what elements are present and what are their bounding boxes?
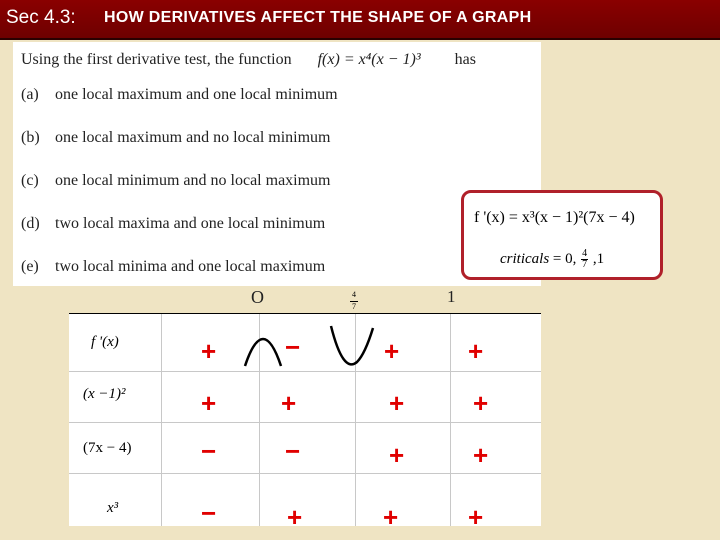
sign-cell: − (285, 332, 301, 362)
criticals-fraction (581, 249, 588, 270)
row-divider (69, 422, 541, 423)
row-label-x-minus-1-squared: (x −1)² (83, 386, 126, 402)
prompt-start: Using the first derivative test, the function (21, 51, 292, 68)
sign-cell: + (287, 502, 303, 532)
sign-cell: + (201, 388, 217, 418)
column-divider (161, 314, 162, 526)
option-text: one local maximum and no local minimum (55, 129, 331, 146)
option-letter: (d) (21, 215, 40, 232)
option-letter: (a) (21, 86, 39, 103)
sign-cell: − (201, 436, 217, 466)
criticals-prefix: = 0, (552, 250, 577, 267)
sign-cell: + (389, 388, 405, 418)
function-expression: f(x) = x⁴(x − 1)³ (317, 51, 421, 68)
sign-cell: + (468, 336, 484, 366)
sign-cell: + (473, 388, 489, 418)
derivative-box (461, 190, 663, 280)
fraction-denominator: 7 (582, 259, 588, 270)
slide-header (0, 0, 720, 40)
critical-point-zero: O (251, 287, 264, 307)
local-min-arc-icon (331, 326, 373, 364)
critical-point-one: 1 (447, 287, 456, 306)
question-prompt (21, 51, 476, 69)
criticals-label: criticals (500, 250, 550, 267)
criticals-suffix: ,1 (592, 250, 605, 267)
row-label-7x-minus-4: (7x − 4) (83, 440, 132, 456)
row-divider (69, 473, 541, 474)
option-letter: (e) (21, 258, 39, 275)
tick-denominator: 7 (352, 302, 356, 311)
sign-cell: + (468, 502, 484, 532)
critical-point-four-sevenths (350, 291, 358, 311)
column-divider (450, 314, 451, 526)
criticals-line (500, 249, 604, 270)
sign-cell: + (383, 502, 399, 532)
option-letter: (b) (21, 129, 40, 146)
slide-title: HOW DERIVATIVES AFFECT THE SHAPE OF A GRAPH (104, 9, 532, 26)
row-label-x-cubed: x³ (107, 500, 119, 516)
sign-cell: + (201, 336, 217, 366)
option-text: one local maximum and one local minimum (55, 86, 338, 103)
local-max-arc-icon (245, 339, 281, 366)
fraction-numerator: 4 (582, 248, 588, 259)
sign-cell: − (201, 498, 217, 528)
option-text: one local minimum and no local maximum (55, 172, 331, 189)
sign-chart (69, 314, 541, 532)
sign-cell: + (384, 336, 400, 366)
derivative-equation: f '(x) = x³(x − 1)²(7x − 4) (474, 209, 635, 226)
option-text: two local minima and one local maximum (55, 258, 326, 275)
row-label-fprime: f '(x) (91, 334, 119, 350)
sign-cell: − (285, 436, 301, 466)
sign-cell: + (389, 440, 405, 470)
tick-numerator: 4 (352, 290, 356, 299)
prompt-end: has (454, 51, 476, 68)
sign-cell: + (473, 440, 489, 470)
option-text: two local maxima and one local minimum (55, 215, 326, 232)
sign-cell: + (281, 388, 297, 418)
option-letter: (c) (21, 172, 39, 189)
row-divider (69, 371, 541, 372)
shape-sketch (239, 318, 449, 370)
section-number: Sec 4.3: (6, 7, 76, 28)
